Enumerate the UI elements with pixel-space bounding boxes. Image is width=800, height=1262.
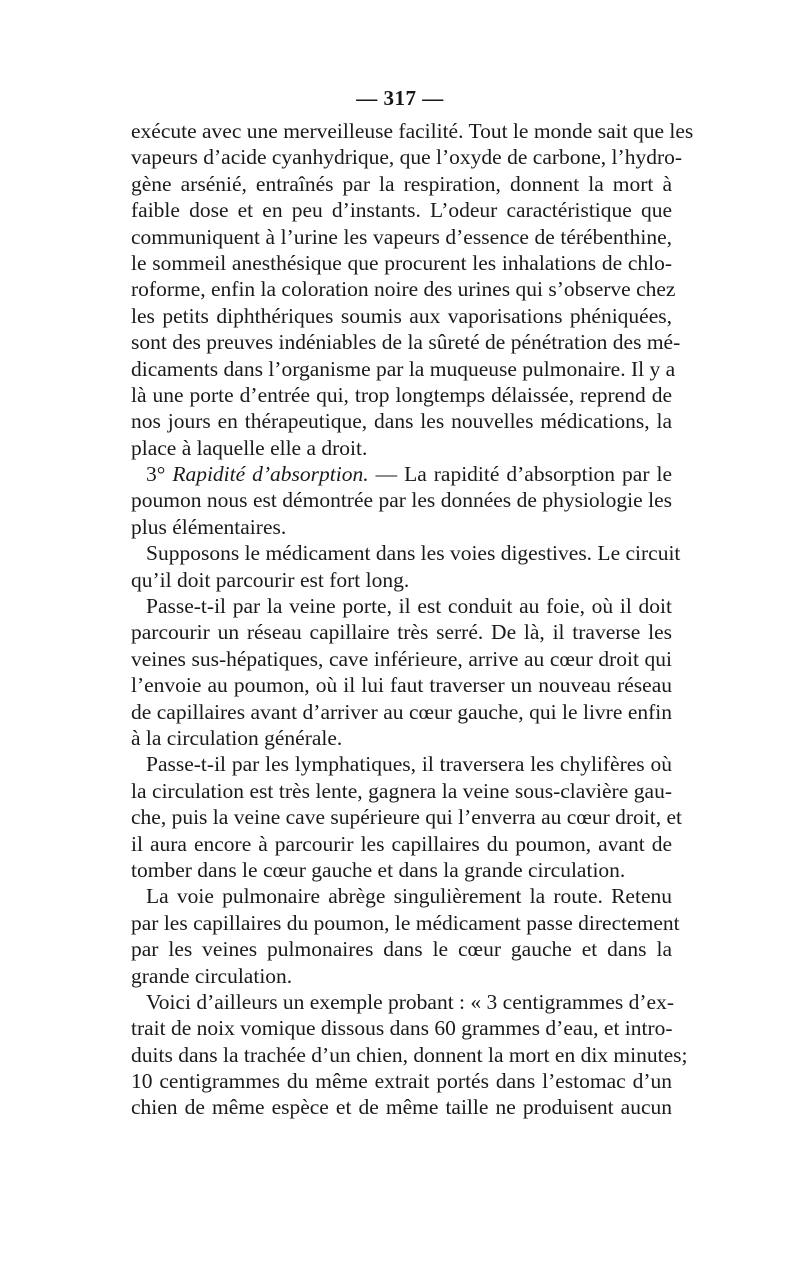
text-line: plus élémentaires. [131, 514, 287, 539]
page-number: — 317 — [356, 86, 444, 110]
text-line: tomber dans le cœur gauche et dans la grande circulation. [131, 857, 626, 882]
text-line: parcourir un réseau capillaire très serré. De là, il traverse les [131, 620, 672, 645]
text-line: roforme, enfin la coloration noire des urines qui s’observe chez [131, 277, 676, 302]
text-line: 10 centigrammes du même extrait portés dans l’estomac d’un [131, 1069, 672, 1094]
section-heading-line [131, 461, 672, 487]
text-line: gène arsénié, entraînés par la respiration, donnent la mort à [131, 171, 672, 196]
text-line: Supposons le médicament dans les voies digestives. Le circuit [146, 541, 681, 566]
section-number: 3° [146, 462, 173, 487]
section-lead-text: — La rapidité d’absorption par le [368, 462, 672, 487]
text-line: il aura encore à parcourir les capillaires du poumon, avant de [131, 831, 672, 856]
text-line: par les capillaires du poumon, le médicament passe directement [131, 910, 680, 935]
text-line: veines sus-hépatiques, cave inférieure, arrive au cœur droit qui [131, 646, 672, 671]
text-line: nos jours en thérapeutique, dans les nouvelles médications, la [131, 409, 672, 434]
text-line: le sommeil anesthésique que procurent les inhalations de chlo- [131, 250, 672, 275]
text-line: par les veines pulmonaires dans le cœur gauche et dans la [131, 937, 672, 962]
text-line: les petits diphthériques soumis aux vaporisations phéniquées, [131, 303, 672, 328]
text-line: vapeurs d’acide cyanhydrique, que l’oxyde de carbone, l’hydro- [131, 145, 683, 170]
text-line: Passe-t-il par les lymphatiques, il traversera les chylifères où [146, 752, 672, 777]
text-line: qu’il doit parcourir est fort long. [131, 567, 410, 592]
text-line: exécute avec une merveilleuse facilité. Tout le monde sait que les [131, 119, 694, 143]
text-line: che, puis la veine cave supérieure qui l’enverra au cœur droit, et [131, 805, 682, 830]
text-line: grande circulation. [131, 963, 293, 988]
text-line: Voici d’ailleurs un exemple probant : « 3 centigrammes d’ex- [146, 989, 674, 1014]
text-line: Passe-t-il par la veine porte, il est conduit au foie, où il doit [146, 594, 672, 619]
text-line: trait de noix vomique dissous dans 60 grammes d’eau, et intro- [131, 1016, 673, 1041]
text-line: La voie pulmonaire abrège singulièrement la route. Retenu [146, 884, 672, 909]
text-line: place à laquelle elle a droit. [131, 435, 368, 460]
text-line: dicaments dans l’organisme par la muqueuse pulmonaire. Il y a [131, 356, 676, 381]
text-line: communiquent à l’urine les vapeurs d’essence de térébenthine, [131, 224, 672, 249]
text-line: duits dans la trachée d’un chien, donnent la mort en dix minutes; [131, 1042, 688, 1067]
text-line: à la circulation générale. [131, 725, 343, 750]
section-title: Rapidité d’absorption. [172, 462, 369, 487]
text-line: faible dose et en peu d’instants. L’odeur caractéristique que [131, 198, 672, 223]
text-line: sont des preuves indéniables de la sûreté de pénétration des mé- [131, 330, 681, 355]
text-line: poumon nous est démontrée par les données de physiologie les [131, 488, 672, 513]
text-line: chien de même espèce et de même taille ne produisent aucun [131, 1095, 672, 1120]
text-line: la circulation est très lente, gagnera la veine sous-clavière gau- [131, 778, 672, 803]
text-line: là une porte d’entrée qui, trop longtemps délaissée, reprend de [131, 382, 672, 407]
text-line: de capillaires avant d’arriver au cœur gauche, qui le livre enfin [131, 699, 672, 724]
text-line: l’envoie au poumon, où il lui faut traverser un nouveau réseau [131, 673, 672, 698]
body-text [131, 118, 694, 1121]
